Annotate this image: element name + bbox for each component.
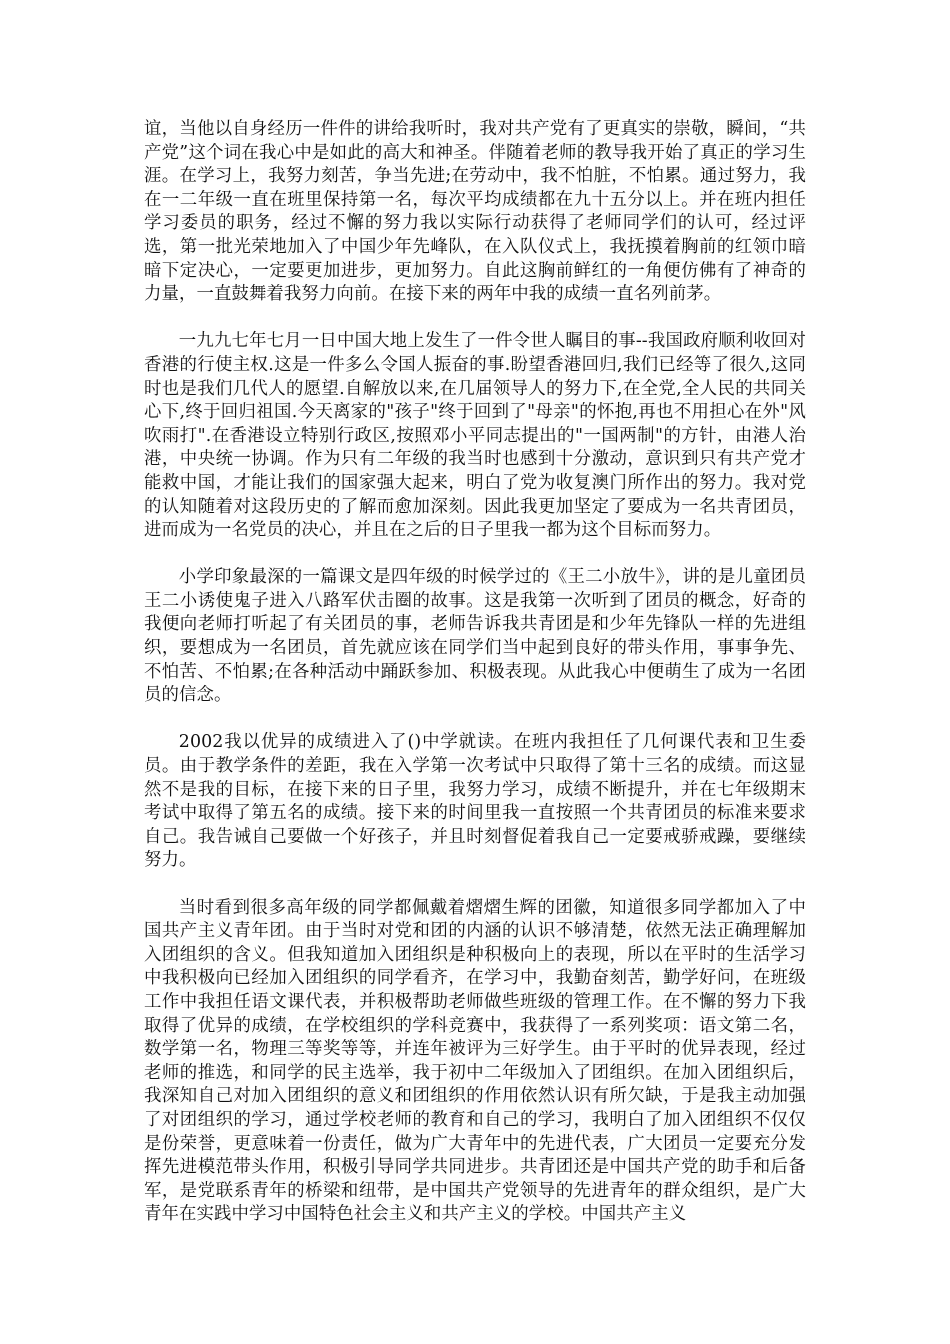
paragraph-joining-league: 当时看到很多高年级的同学都佩戴着熠熠生辉的团徽，知道很多同学都加入了中国共产主义青年团。由于当时对党和团的内涵的认识不够清楚，依然无法正确理解加入团组织的含义。但我知道加入团组织是种积极向上的表现，所以在平时的生活学习中我积极向已经加入团组织的同学看齐，在学习中，我勤奋刻苦，勤学好问，在班级工作中我担任语文课代表，并积极帮助老师做些班级的管理工作。在不懈的努力下我取得了优异的成绩，在学校组织的学科竞赛中，我获得了一系列奖项：语文第二名，数学第一名，物理三等奖等等，并连年被评为三好学生。由于平时的优异表现，经过老师的推选，和同学的民主选举，我于初中二年级加入了团组织。在加入团组织后，我深知自己对加入团组织的意义和团组织的作用依然认识有所欠缺，于是我主动加强了对团组织的学习，通过学校老师的教育和自己的学习，我明白了加入团组织不仅仅是份荣誉，更意味着一份责任，做为广大青年中的先进代表，广大团员一定要充分发挥先进模范带头作用，积极引导同学共同进步。共青团还是中国共产党的助手和后备军，是党联系青年的桥梁和纽带，是中国共产党领导的先进青年的群众组织，是广大青年在实践中学习中国特色社会主义和共产主义的学校。中国共产主义 bbox=[144, 897, 806, 1225]
paragraph-hong-kong-return: 一九九七年七月一日中国大地上发生了一件令世人瞩目的事--我国政府顺利收回对香港的行使主权.这是一件多么令国人振奋的事.盼望香港回归,我们已经等了很久,这同时也是我们几代人的愿望.自解放以来,在几届领导人的努力下,在全党,全人民的共同关心下,终于回归祖国.今天离家的"孩子"终于回到了"母亲"的怀抱,再也不用担心在外"风吹雨打".在香港设立特别行政区,按照邓小平同志提出的"一国两制"的方针，由港人治港，中央统一协调。作为只有二年级的我当时也感到十分激动，意识到只有共产党才能救中国，才能让我们的国家强大起来，明白了党为收复澳门所作出的努力。我对党的认知随着对这段历史的了解而愈加深刻。因此我更加坚定了要成为一名共青团员，进而成为一名党员的决心，并且在之后的日子里我一都为这个目标而努力。 bbox=[144, 331, 806, 541]
paragraph-continuation: 谊，当他以自身经历一件件的讲给我听时，我对共产党有了更真实的崇敬，瞬间，“共产党”这个词在我心中是如此的高大和神圣。伴随着老师的教导我开始了真正的学习生涯。在学习上，我努力刻苦，争当先进;在劳动中，我不怕脏，不怕累。通过努力，我在一二年级一直在班里保持第一名，每次平均成绩都在九十五分以上。并在班内担任学习委员的职务，经过不懈的努力我以实际行动获得了老师同学们的认可，经过评选，第一批光荣地加入了中国少年先峰队，在入队仪式上，我抚摸着胸前的红领巾暗暗下定决心，一定要更加进步，更加努力。自此这胸前鲜红的一角便仿佛有了神奇的力量，一直鼓舞着我努力向前。在接下来的两年中我的成绩一直名列前茅。 bbox=[144, 119, 806, 305]
paragraph-middle-school-2002: 2002我以优异的成绩进入了()中学就读。在班内我担任了几何课代表和卫生委员。由于教学条件的差距，我在入学第一次考试中只取得了第十三名的成绩。而这显然不是我的目标，在接下来的日子里，我努力学习，成绩不断提升，并在七年级期末考试中取得了第五名的成绩。接下来的时间里我一直按照一个共青团员的标准来要求自己。我告诫自己要做一个好孩子，并且时刻督促着我自己一定要戒骄戒躁，要继续努力。 bbox=[144, 732, 806, 871]
paragraph-wang-erxiao-lesson: 小学印象最深的一篇课文是四年级的时候学过的《王二小放牛》，讲的是儿童团员王二小诱使鬼子进入八路军伏击圈的故事。这是我第一次听到了团员的概念，好奇的我便向老师打听起了有关团员的事，老师告诉我共青团是和少年先锋队一样的先进组织，要想成为一名团员，首先就应该在同学们当中起到良好的带头作用，事事争先、不怕苦、不怕累;在各种活动中踊跃参加、积极表现。从此我心中便萌生了成为一名团员的信念。 bbox=[144, 567, 806, 706]
document-body bbox=[144, 118, 806, 1227]
